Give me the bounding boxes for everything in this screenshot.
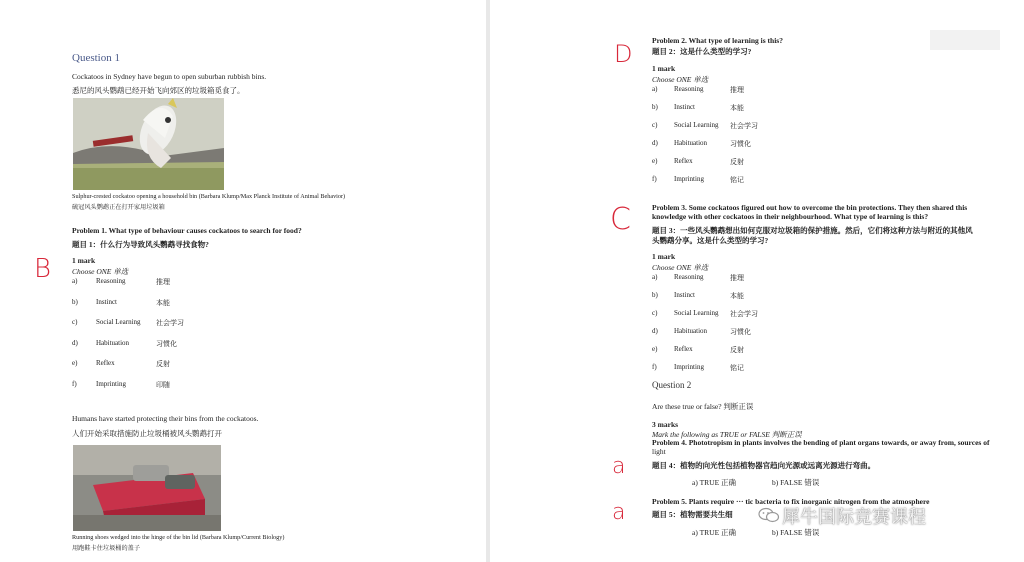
handwritten-answer-b: B (34, 254, 52, 284)
option-text-en: Reflex (96, 359, 115, 367)
option-letter: d) (72, 338, 78, 347)
choose-label: Choose ONE 单选 (72, 267, 129, 276)
option-text-en: Reflex (674, 157, 693, 165)
option-text-en: Habituation (96, 338, 130, 347)
option-letter: c) (652, 121, 658, 129)
caption2-en: Running shoes wedged into the hinge of the bin lid (Barbara Klump/Current Biology) (72, 534, 285, 541)
option-text-zh: 反射 (156, 360, 170, 368)
option-text-en: Reasoning (674, 273, 704, 281)
problem2-en: Problem 2. What type of learning is this? (652, 36, 783, 45)
bin-photo (73, 445, 221, 531)
option-text-en: Social Learning (674, 309, 719, 317)
problem2-zh: 题目 2：这是什么类型的学习? (652, 47, 752, 56)
humans-zh: 人们开始采取措施防止垃圾桶被风头鹦鹉打开 (72, 429, 222, 438)
option-text-en: Instinct (96, 297, 117, 306)
option-letter: c) (72, 318, 78, 326)
problem3-en-line2: knowledge with other cockatoos in their neighbourhood. What type of learning is this? (652, 212, 929, 221)
p5-false-option: b) FALSE 错误 (772, 528, 820, 537)
caption2-zh: 用跑鞋卡住垃圾桶的盖子 (72, 545, 141, 552)
option-letter: a) (652, 85, 658, 93)
option-letter: b) (652, 291, 658, 299)
option-letter: e) (652, 345, 658, 353)
problem5-en: Problem 5. Plants require ··· tic bacteria to fix inorganic nitrogen from the atmosphere (652, 497, 930, 506)
option-text-zh: 习惯化 (730, 140, 751, 148)
option-text-en: Habituation (674, 327, 708, 335)
option-text-zh: 社会学习 (156, 319, 184, 327)
marks3-label: 3 marks (652, 420, 679, 429)
option-text-zh: 习惯化 (730, 328, 751, 336)
p4-false-option: b) FALSE 错误 (772, 478, 820, 487)
option-text-zh: 印随 (156, 380, 170, 389)
p4-true-option: a) TRUE 正确 (692, 478, 737, 487)
mark-following-label: Mark the following as TRUE or FALSE 判断正误 (652, 430, 802, 439)
intro-en: Cockatoos in Sydney have begun to open suburban rubbish bins. (72, 72, 267, 81)
option-letter: b) (652, 103, 658, 111)
marks-label: 1 mark (72, 256, 96, 265)
problem4-en-line2: light (652, 447, 666, 456)
option-text-zh: 推理 (156, 278, 170, 286)
problem1-en: Problem 1. What type of behaviour causes cockatoos to search for food? (72, 226, 302, 235)
problem4-zh: 题目 4：植物的向光性包括植物器官趋向光源或远离光源进行弯曲。 (652, 461, 876, 470)
problem3-zh-line1: 题目 3：一些风头鹦鹉想出如何克服对垃圾箱的保护措施。然后，它们将这种方法与附近的其他风 (652, 226, 973, 235)
option-letter: e) (72, 359, 78, 367)
bleed-through-block (930, 30, 1000, 50)
option-letter: e) (652, 157, 658, 165)
option-text-en: Imprinting (674, 175, 704, 183)
handwritten-answer-d: D (614, 40, 633, 68)
option-text-en: Imprinting (96, 379, 126, 388)
option-text-zh: 铭记 (730, 364, 744, 372)
caption1-zh: 硫冠风头鹦鹉正在打开家用垃圾箱 (72, 204, 165, 211)
option-text-en: Reasoning (674, 85, 704, 93)
option-text-en: Instinct (674, 291, 695, 299)
choose-label-p3: Choose ONE 单选 (652, 263, 709, 272)
option-letter: a) (72, 277, 78, 285)
option-text-zh: 本能 (156, 298, 170, 307)
option-letter: a) (652, 273, 658, 281)
option-text-en: Social Learning (96, 318, 141, 326)
option-text-zh: 反射 (730, 158, 744, 166)
option-letter: f) (652, 363, 657, 371)
option-letter: f) (72, 379, 77, 388)
right-page (490, 0, 1024, 562)
problem4-en-line1: Problem 4. Phototropism in plants involves the bending of plant organs towards, or away from, sources of (652, 438, 990, 447)
choose-label-p2: Choose ONE 单选 (652, 75, 709, 84)
intro-zh: 悉尼的风头鹦鹉已经开始飞向郊区的垃圾箱觅食了。 (72, 86, 245, 95)
problem3-en-line1: Problem 3. Some cockatoos figured out how to overcome the bin protections. They then shared this (652, 203, 968, 212)
option-letter: d) (652, 139, 658, 147)
true-false-question: Are these true or false? 判断正误 (652, 402, 754, 411)
handwritten-answer-c: C (610, 202, 631, 237)
question2-title: Question 2 (652, 380, 692, 390)
option-text-zh: 本能 (730, 292, 744, 300)
option-text-en: Instinct (674, 103, 695, 111)
p5-true-option: a) TRUE 正确 (692, 528, 737, 537)
marks-label-p3: 1 mark (652, 252, 676, 261)
option-letter: b) (72, 297, 78, 306)
left-page (0, 0, 486, 562)
problem3-zh-line2: 头鹦鹉分享。这是什么类型的学习? (652, 236, 769, 245)
option-text-zh: 反射 (730, 346, 744, 354)
option-text-en: Social Learning (674, 121, 719, 129)
option-text-zh: 习惯化 (156, 339, 177, 348)
option-letter: f) (652, 175, 657, 183)
option-letter: c) (652, 309, 658, 317)
option-text-zh: 推理 (730, 274, 744, 282)
caption1-en: Sulphur-crested cockatoo opening a household bin (Barbara Klump/Max Planck Institute of Animal Behavior) (72, 193, 346, 200)
option-text-zh: 推理 (730, 86, 744, 94)
problem1-zh: 题目 1：什么行为导致风头鹦鹉寻找食物? (72, 240, 209, 249)
wechat-icon (758, 507, 780, 523)
watermark: 犀牛国际竞赛课程 (782, 507, 926, 528)
marks-label-p2: 1 mark (652, 64, 676, 73)
option-text-zh: 社会学习 (730, 310, 758, 318)
option-text-zh: 社会学习 (730, 122, 758, 130)
option-text-zh: 铭记 (730, 176, 744, 184)
option-text-en: Imprinting (674, 363, 704, 371)
question1-title: Question 1 (72, 52, 120, 64)
option-text-en: Habituation (674, 139, 708, 147)
option-letter: d) (652, 327, 658, 335)
option-text-en: Reasoning (96, 277, 126, 285)
cockatoo-photo (73, 98, 224, 190)
problem5-zh: 题目 5：植物需要共生细 (652, 510, 733, 519)
humans-en: Humans have started protecting their bins from the cockatoos. (72, 414, 259, 423)
option-text-en: Reflex (674, 345, 693, 353)
option-text-zh: 本能 (730, 104, 744, 112)
handwritten-answer-p5: a (612, 500, 626, 525)
handwritten-answer-p4: a (612, 454, 626, 479)
